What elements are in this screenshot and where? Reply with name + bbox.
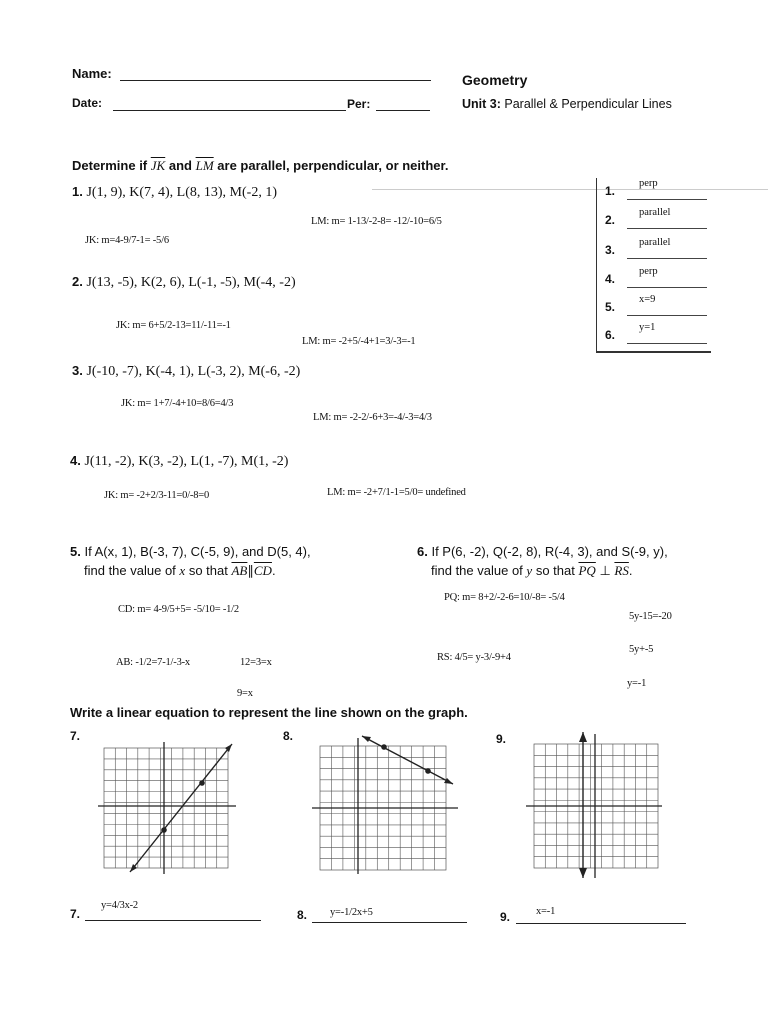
subject-title: Geometry xyxy=(462,72,528,88)
unit-prefix: Unit 3: xyxy=(462,97,501,111)
graph-9-svg xyxy=(524,730,664,880)
problem-3: 3. J(-10, -7), K(-4, 1), L(-3, 2), M(-6, -2) xyxy=(72,363,301,379)
problem-6-work-rs: RS: 4/5= y-3/-9+4 xyxy=(437,652,511,663)
problem-6: 6. If P(6, -2), Q(-2, 8), R(-4, 3), and S(-9, y), find the value of y so that $\overline{PQ}$ ⊥ $\overline{RS}$. xyxy=(417,544,668,578)
answer-row-3[interactable]: 3. parallel xyxy=(605,239,707,259)
problem-2: 2. J(13, -5), K(2, 6), L(-1, -5), M(-4, -2) xyxy=(72,274,296,290)
graph-8 xyxy=(310,734,460,876)
problem-3-work-lm: LM: m= -2-2/-6+3=-4/-3=4/3 xyxy=(313,412,432,423)
name-label: Name: xyxy=(72,66,112,81)
segment-rs: $\overline{RS}$ xyxy=(614,563,629,578)
problem-5-work-cd: CD: m= 4-9/5+5= -5/10= -1/2 xyxy=(118,604,239,615)
answer-9-value: x=-1 xyxy=(536,906,556,917)
problem-5-work-eq: 12=3=x xyxy=(240,657,272,668)
answer-8-label: 8. xyxy=(297,908,308,922)
problem-5: 5. If A(x, 1), B(-3, 7), C(-5, 9), and D(5, 4), find the value of x so that $\overline{AB}\parallel\overline{CD}$. xyxy=(70,544,311,578)
date-field[interactable] xyxy=(113,110,346,111)
graph-7-label: 7. xyxy=(70,729,81,743)
problem-3-work-jk: JK: m= 1+7/-4+10=8/6=4/3 xyxy=(121,398,234,409)
segment-jk: $\overline{JK}$ xyxy=(150,158,166,173)
answer-row-5[interactable]: 5. x=9 xyxy=(605,296,707,316)
answer-8-field[interactable] xyxy=(312,922,467,923)
section2-instructions: Write a linear equation to represent the line shown on the graph. xyxy=(70,705,468,720)
problem-6-work-s1: 5y-15=-20 xyxy=(629,611,672,622)
answer-7-value: y=4/3x-2 xyxy=(101,900,138,911)
segment-lm: $\overline{LM}$ xyxy=(195,158,214,173)
graph-8-label: 8. xyxy=(283,729,294,743)
graph-8-svg xyxy=(310,734,460,876)
problem-2-work-jk: JK: m= 6+5/2-13=11/-11=-1 xyxy=(116,320,231,331)
answer-9-field[interactable] xyxy=(516,923,686,924)
answer-box xyxy=(596,178,711,353)
problem-1-work-jk: JK: m=4-9/7-1= -5/6 xyxy=(85,235,169,246)
problem-6-work-s2: 5y+-5 xyxy=(629,644,654,655)
section1-instructions: Determine if $\overline{JK}$ and $\overline{LM}$ are parallel, perpendicular, or neither. xyxy=(72,158,449,173)
segment-ab: $\overline{AB}$ xyxy=(231,563,248,578)
answer-value: x=9 xyxy=(639,294,656,305)
answer-8-value: y=-1/2x+5 xyxy=(330,907,373,918)
problem-4: 4. J(11, -2), K(3, -2), L(1, -7), M(1, -2) xyxy=(70,453,289,469)
problem-1-work-lm: LM: m= 1-13/-2-8= -12/-10=6/5 xyxy=(311,216,442,227)
answer-value: perp xyxy=(639,178,658,189)
graph-9-label: 9. xyxy=(496,732,507,746)
answer-value: y=1 xyxy=(639,322,656,333)
segment-pq: $\overline{PQ}$ xyxy=(578,563,596,578)
problem-4-work-jk: JK: m= -2+2/3-11=0/-8=0 xyxy=(104,490,210,501)
answer-value: perp xyxy=(639,266,658,277)
answer-7-label: 7. xyxy=(70,907,81,921)
problem-4-work-lm: LM: m= -2+7/1-1=5/0= undefined xyxy=(327,487,466,498)
answer-row-1[interactable]: 1. perp xyxy=(605,180,707,200)
problem-2-work-lm: LM: m= -2+5/-4+1=3/-3=-1 xyxy=(302,336,416,347)
answer-row-2[interactable]: 2. parallel xyxy=(605,209,707,229)
name-field[interactable] xyxy=(120,80,431,81)
answer-row-6[interactable]: 6. y=1 xyxy=(605,324,707,344)
answer-9-label: 9. xyxy=(500,910,511,924)
graph-9 xyxy=(524,730,664,880)
problem-5-work-ab: AB: -1/2=7-1/-3-x xyxy=(116,657,190,668)
graph-7 xyxy=(96,740,238,876)
problem-5-work-res: 9=x xyxy=(237,688,253,699)
answer-value: parallel xyxy=(639,237,671,248)
problem-6-work-s3: y=-1 xyxy=(627,678,647,689)
unit-title xyxy=(462,97,672,111)
date-label: Date: xyxy=(72,96,103,110)
answer-7-field[interactable] xyxy=(85,920,261,921)
segment-cd: $\overline{CD}$ xyxy=(253,563,272,578)
graph-8-line xyxy=(362,736,453,784)
answer-row-4[interactable]: 4. perp xyxy=(605,268,707,288)
problem-1: 1. J(1, 9), K(7, 4), L(8, 13), M(-2, 1) xyxy=(72,184,277,200)
unit-name: Parallel & Perpendicular Lines xyxy=(504,97,672,111)
problem-6-work-pq: PQ: m= 8+2/-2-6=10/-8= -5/4 xyxy=(444,592,565,603)
period-field[interactable] xyxy=(376,110,430,111)
graph-7-svg xyxy=(96,740,238,876)
answer-value: parallel xyxy=(639,207,671,218)
per-label: Per: xyxy=(347,97,371,111)
